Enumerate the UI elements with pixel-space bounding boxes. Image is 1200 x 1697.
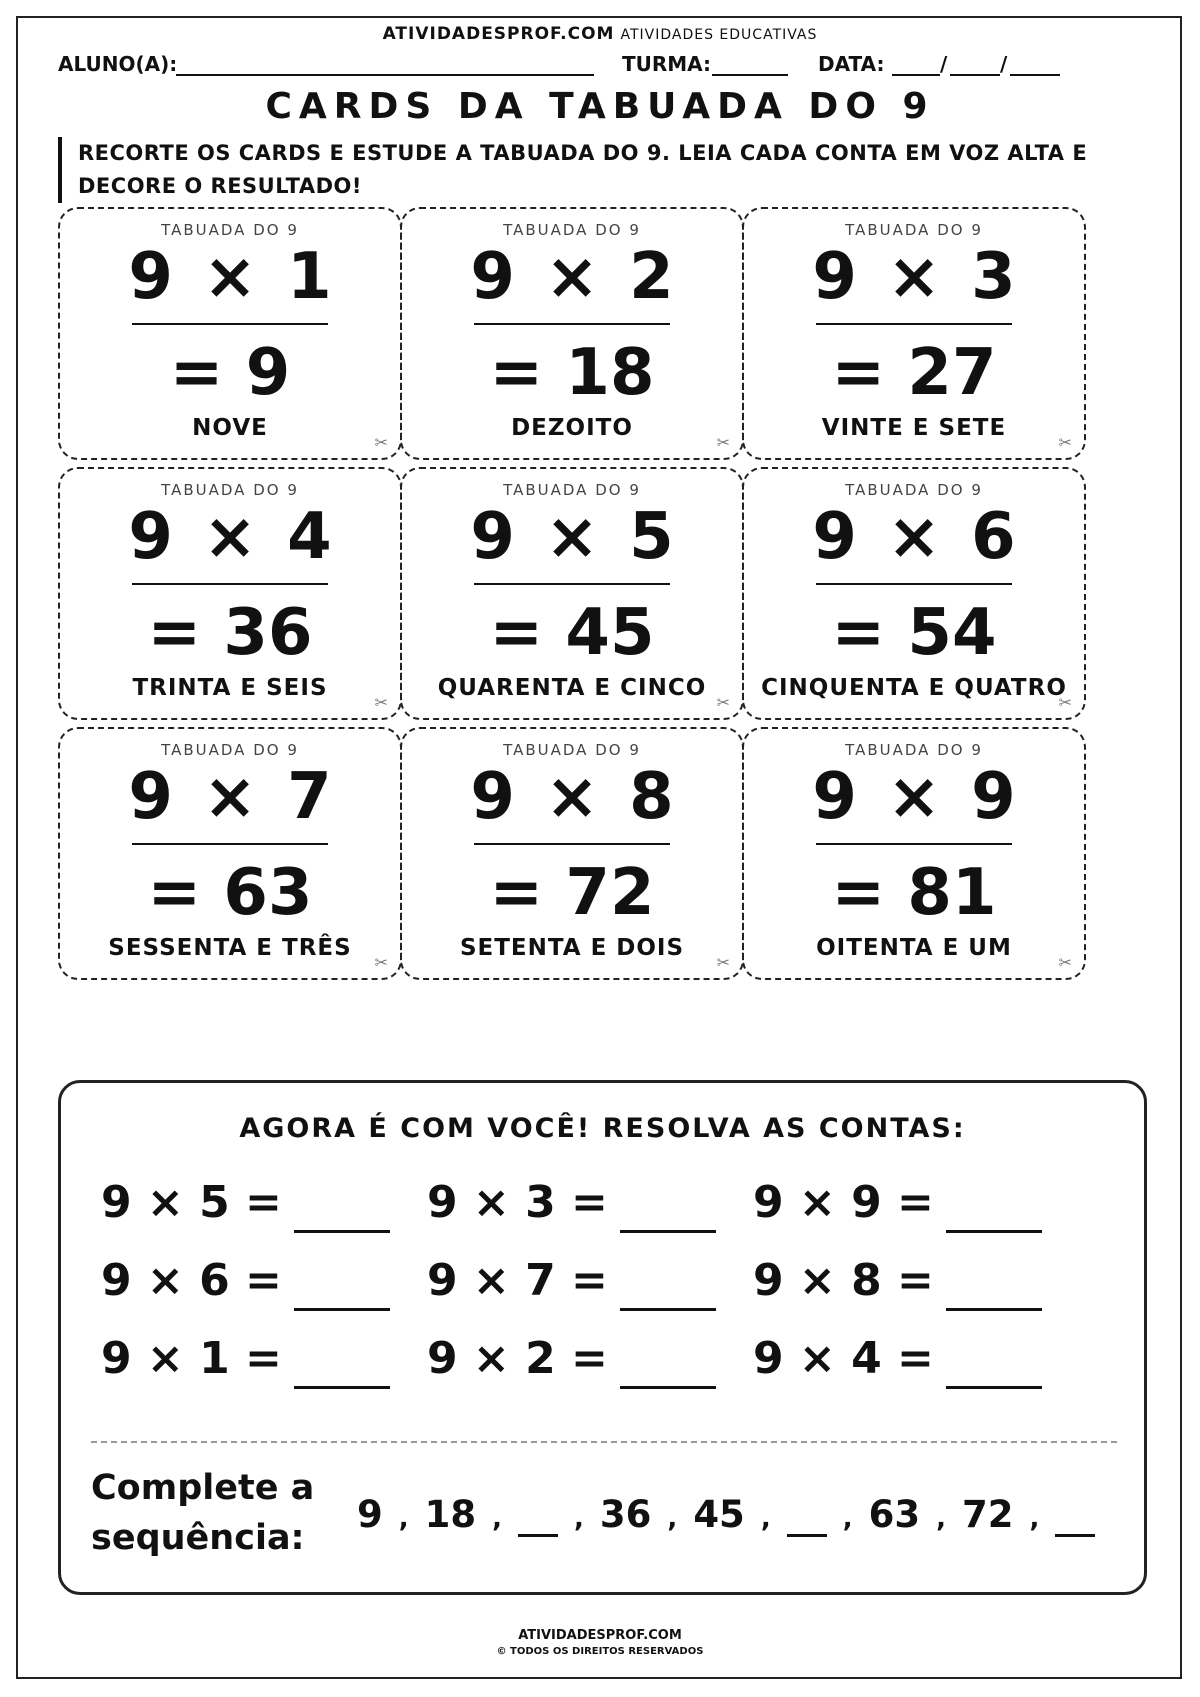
card-operation: 9 × 8 [470, 760, 674, 834]
brand-site: ATIVIDADESPROF.COM [382, 24, 615, 44]
exercise-problem [427, 1251, 727, 1311]
card-result: = 9 [169, 336, 291, 410]
exercise-problem [101, 1173, 401, 1233]
exercise-problem [101, 1329, 401, 1389]
sequence-separator: , [936, 1504, 946, 1534]
card-result-words: SESSENTA E TRÊS [108, 935, 352, 961]
date-month-field[interactable] [950, 74, 1000, 76]
card-operation: 9 × 9 [812, 760, 1016, 834]
card-caption: TABUADA DO 9 [503, 221, 641, 239]
card-divider [816, 323, 1012, 325]
scissors-icon: ✂ [1058, 433, 1072, 452]
sequence-separator: , [492, 1504, 503, 1534]
scissors-icon: ✂ [1058, 953, 1072, 972]
multiplication-card [58, 207, 402, 460]
exercise-problem [753, 1329, 1053, 1389]
sequence-number: 72 [961, 1493, 1014, 1536]
card-result: = 36 [147, 596, 313, 670]
card-result: = 45 [489, 596, 655, 670]
sequence-separator: , [842, 1504, 853, 1534]
card-operation: 9 × 2 [470, 240, 674, 314]
card-operation: 9 × 5 [470, 500, 674, 574]
multiplication-card [400, 207, 744, 460]
card-result: = 54 [831, 596, 997, 670]
card-divider [132, 583, 328, 585]
card-caption: TABUADA DO 9 [503, 741, 641, 759]
card-divider [474, 583, 670, 585]
class-field[interactable] [712, 74, 788, 76]
card-caption: TABUADA DO 9 [503, 481, 641, 499]
answer-blank[interactable] [946, 1268, 1042, 1311]
sequence-label-line: Complete a [91, 1468, 315, 1508]
card-result-words: VINTE E SETE [821, 415, 1007, 441]
card-caption: TABUADA DO 9 [161, 481, 299, 499]
scissors-icon: ✂ [374, 693, 388, 712]
card-result-words: OITENTA E UM [816, 935, 1012, 961]
multiplication-card [400, 727, 744, 980]
sequence-separator: , [398, 1504, 409, 1534]
problem-expression: 9 × 6 = [101, 1255, 282, 1306]
answer-blank[interactable] [620, 1346, 716, 1389]
card-result: = 18 [489, 336, 655, 410]
card-result: = 63 [147, 856, 313, 930]
sequence-number: 45 [693, 1493, 745, 1536]
card-result-words: NOVE [192, 415, 268, 441]
answer-blank[interactable] [946, 1346, 1042, 1389]
card-operation: 9 × 6 [812, 500, 1016, 574]
footer-site: ATIVIDADESPROF.COM [518, 1628, 682, 1643]
card-divider [816, 583, 1012, 585]
problem-expression: 9 × 8 = [753, 1255, 934, 1306]
exercise-problem [427, 1173, 727, 1233]
exercise-problem [753, 1251, 1053, 1311]
answer-blank[interactable] [620, 1268, 716, 1311]
multiplication-card [400, 467, 744, 720]
card-caption: TABUADA DO 9 [161, 741, 299, 759]
card-caption: TABUADA DO 9 [845, 221, 983, 239]
answer-blank[interactable] [620, 1190, 716, 1233]
card-divider [132, 323, 328, 325]
problem-expression: 9 × 4 = [753, 1333, 934, 1384]
student-label: ALUNO(A): [58, 52, 178, 76]
card-operation: 9 × 7 [128, 760, 332, 834]
problem-expression: 9 × 3 = [427, 1177, 608, 1228]
card-result-words: SETENTA E DOIS [459, 935, 685, 961]
answer-blank[interactable] [294, 1190, 390, 1233]
scissors-icon: ✂ [716, 433, 730, 452]
card-result: = 81 [831, 856, 997, 930]
exercise-problem [753, 1173, 1053, 1233]
card-caption: TABUADA DO 9 [845, 481, 983, 499]
scissors-icon: ✂ [716, 693, 730, 712]
scissors-icon: ✂ [374, 953, 388, 972]
sequence-blank[interactable] [787, 1504, 827, 1537]
scissors-icon: ✂ [374, 433, 388, 452]
date-year-field[interactable] [1010, 74, 1060, 76]
sequence-separator: , [760, 1504, 771, 1534]
card-divider [474, 843, 670, 845]
multiplication-card [742, 467, 1086, 720]
card-result-words: QUARENTA E CINCO [437, 675, 707, 701]
sequence-number: 36 [599, 1493, 652, 1536]
number-sequence [357, 1485, 1117, 1545]
footer [0, 1628, 1200, 1660]
sequence-blank[interactable] [518, 1504, 558, 1537]
exercise-problem [101, 1251, 401, 1311]
problem-expression: 9 × 1 = [101, 1333, 282, 1384]
card-result: = 72 [489, 856, 655, 930]
sequence-separator: , [1029, 1504, 1040, 1534]
card-result-words: CINQUENTA E QUATRO [761, 675, 1067, 701]
student-info-row [58, 52, 1150, 78]
sequence-label [91, 1463, 321, 1563]
answer-blank[interactable] [946, 1190, 1042, 1233]
date-separator: / [1000, 52, 1008, 76]
footer-copyright: © TODOS OS DIREITOS RESERVADOS [496, 1646, 704, 1657]
multiplication-card [58, 727, 402, 980]
sequence-number: 63 [868, 1493, 921, 1536]
card-divider [132, 843, 328, 845]
sequence-label-line: sequência: [91, 1518, 305, 1558]
scissors-icon: ✂ [716, 953, 730, 972]
exercise-problem [427, 1329, 727, 1389]
card-divider [816, 843, 1012, 845]
date-day-field[interactable] [892, 74, 940, 76]
answer-blank[interactable] [294, 1268, 390, 1311]
card-caption: TABUADA DO 9 [161, 221, 299, 239]
scissors-icon: ✂ [1058, 693, 1072, 712]
multiplication-card [742, 727, 1086, 980]
sequence-separator: , [574, 1504, 584, 1534]
date-label: DATA: [818, 52, 885, 76]
card-operation: 9 × 3 [812, 240, 1016, 314]
divider [91, 1441, 1117, 1443]
sequence-number: 9 [357, 1493, 383, 1536]
problem-expression: 9 × 9 = [753, 1177, 934, 1228]
student-name-field[interactable] [176, 74, 594, 76]
page-title: CARDS DA TABUADA DO 9 [265, 86, 935, 127]
card-result: = 27 [831, 336, 997, 410]
multiplication-card [58, 467, 402, 720]
date-separator: / [940, 52, 948, 76]
multiplication-card [742, 207, 1086, 460]
card-divider [474, 323, 670, 325]
class-label: TURMA: [622, 52, 712, 76]
card-operation: 9 × 1 [128, 240, 332, 314]
sequence-separator: , [667, 1504, 678, 1534]
card-result-words: DEZOITO [511, 415, 633, 441]
sequence-blank[interactable] [1055, 1504, 1095, 1537]
brand-tagline: ATIVIDADES EDUCATIVAS [620, 27, 818, 43]
exercise-title: AGORA É COM VOCÊ! RESOLVA AS CONTAS: [239, 1113, 966, 1144]
brand-header [0, 24, 1200, 44]
card-operation: 9 × 4 [128, 500, 332, 574]
card-caption: TABUADA DO 9 [845, 741, 983, 759]
exercise-box [58, 1080, 1147, 1595]
problem-expression: 9 × 2 = [427, 1333, 608, 1384]
problem-expression: 9 × 5 = [101, 1177, 282, 1228]
instructions: RECORTE OS CARDS E ESTUDE A TABUADA DO 9. LEIA CADA CONTA EM VOZ ALTA E DECORE O RESULTADO! [58, 137, 1128, 203]
sequence-number: 18 [424, 1493, 477, 1536]
problem-expression: 9 × 7 = [427, 1255, 608, 1306]
card-result-words: TRINTA E SEIS [132, 675, 328, 701]
answer-blank[interactable] [294, 1346, 390, 1389]
